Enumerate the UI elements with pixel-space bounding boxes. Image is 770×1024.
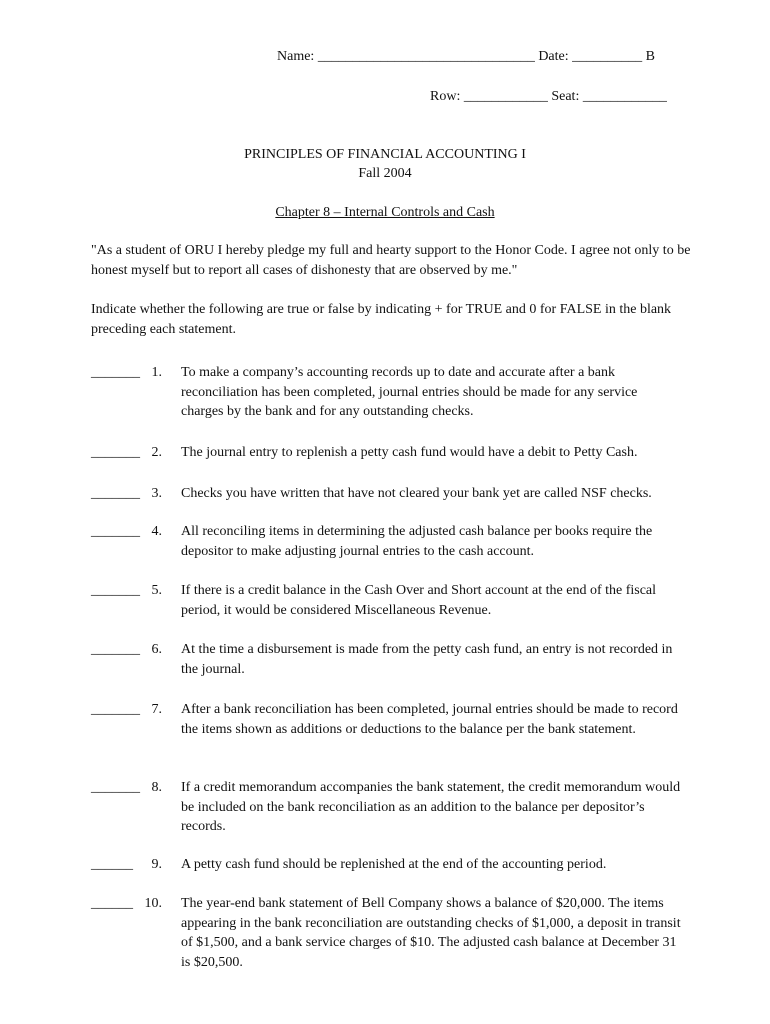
answer-blank: _______ bbox=[91, 642, 140, 657]
question-number: 2. bbox=[151, 445, 162, 460]
instructions: Indicate whether the following are true or false by indicating + for TRUE and 0 for FALSE in the blank preceding each statement. bbox=[91, 302, 672, 337]
honor-pledge: "As a student of ORU I hereby pledge my full and hearty support to the Honor Code. I agree not only to be honest myself but to report all cases of dishonesty that are observed by me." bbox=[91, 243, 691, 278]
answer-blank: ______ bbox=[91, 896, 133, 911]
answer-blank: _______ bbox=[91, 486, 140, 501]
answer-blank: _______ bbox=[91, 445, 140, 460]
question-number: 8. bbox=[151, 780, 162, 795]
answer-blank: _______ bbox=[91, 583, 140, 598]
course-term: Fall 2004 bbox=[358, 166, 412, 181]
name-date-line: Name: _______________________________ Date: __________ B bbox=[277, 49, 655, 64]
chapter-heading: Chapter 8 – Internal Controls and Cash bbox=[275, 205, 495, 220]
answer-blank: _______ bbox=[91, 780, 140, 795]
answer-blank: _______ bbox=[91, 702, 140, 717]
row-seat-line: Row: ____________ Seat: ____________ bbox=[430, 89, 667, 104]
answer-blank: _______ bbox=[91, 524, 140, 539]
course-title: PRINCIPLES OF FINANCIAL ACCOUNTING I bbox=[244, 147, 526, 162]
question-text: After a bank reconciliation has been completed, journal entries should be made to record the items shown as additions or deductions to the balance per the bank statement. bbox=[181, 702, 678, 737]
question-text: A petty cash fund should be replenished at the end of the accounting period. bbox=[181, 857, 607, 872]
question-number: 3. bbox=[151, 486, 162, 501]
question-text: The journal entry to replenish a petty cash fund would have a debit to Petty Cash. bbox=[181, 445, 638, 460]
answer-blank: ______ bbox=[91, 857, 133, 872]
question-text: All reconciling items in determining the adjusted cash balance per books require the depositor to make adjusting journal entries to the cash account. bbox=[181, 524, 653, 559]
question-number: 6. bbox=[151, 642, 162, 657]
question-text: If there is a credit balance in the Cash Over and Short account at the end of the fiscal period, it would be considered Miscellaneous Revenue. bbox=[181, 583, 657, 618]
question-text: If a credit memorandum accompanies the bank statement, the credit memorandum would be included on the bank reconciliation as an addition to the balance per depositor’s records. bbox=[181, 780, 681, 834]
question-text: At the time a disbursement is made from the petty cash fund, an entry is not recorded in the journal. bbox=[181, 642, 673, 677]
question-number: 4. bbox=[151, 524, 162, 539]
question-number: 9. bbox=[151, 857, 162, 872]
question-number: 5. bbox=[151, 583, 162, 598]
question-number: 10. bbox=[144, 896, 162, 911]
answer-blank: _______ bbox=[91, 365, 140, 380]
question-number: 1. bbox=[151, 365, 162, 380]
question-text: Checks you have written that have not cleared your bank yet are called NSF checks. bbox=[181, 486, 652, 501]
question-number: 7. bbox=[151, 702, 162, 717]
question-text: The year-end bank statement of Bell Company shows a balance of $20,000. The items appearing in the bank reconciliation are outstanding checks of $1,000, a deposit in transit of $1,500, and a bank service charges of $10. The adjusted cash balance at December 31 is $20,500. bbox=[181, 896, 681, 970]
question-text: To make a company’s accounting records up to date and accurate after a bank reconciliation has been completed, journal entries should be made for any service charges by the bank and for any outstanding checks. bbox=[181, 365, 638, 419]
